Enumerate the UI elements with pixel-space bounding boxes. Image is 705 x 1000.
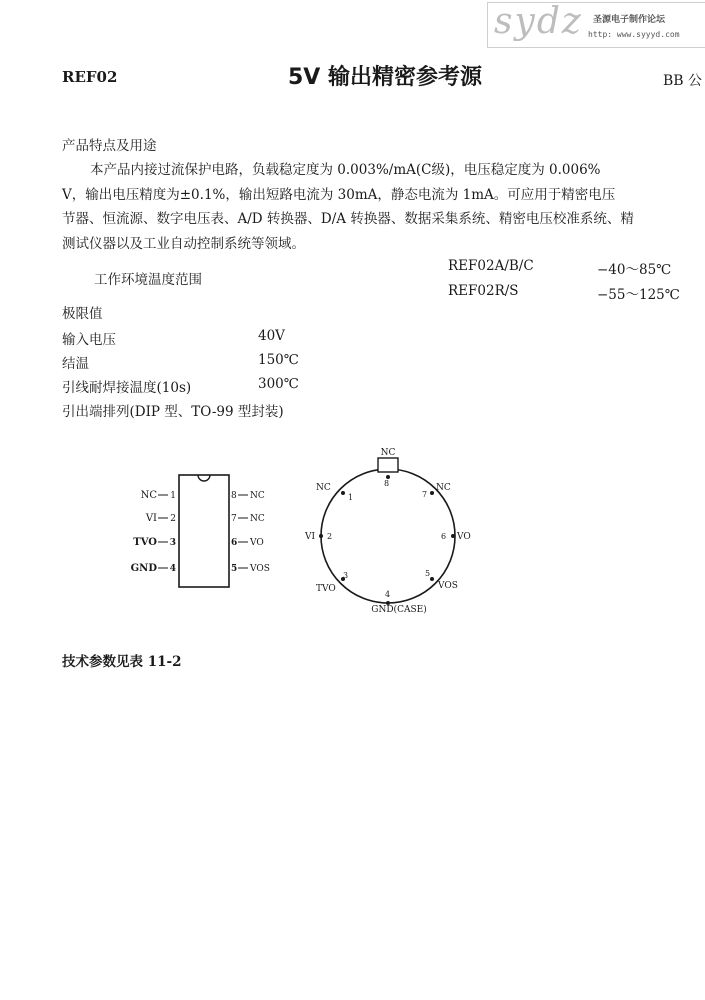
to99-pin-number: 7 — [422, 490, 428, 499]
to99-bottom-label: GND(CASE) — [371, 605, 427, 615]
temperature-range: −55～125℃ — [597, 287, 680, 303]
dip-pin-number: 5 — [231, 564, 238, 574]
dip-pin-number: 6 — [231, 538, 238, 548]
dip-pin-number: 4 — [169, 564, 176, 574]
features-heading: 产品特点及用途 — [62, 138, 157, 154]
to99-pin-number: 2 — [327, 532, 333, 541]
dip-pin-label: VOS — [250, 564, 270, 574]
temperature-range: −40～85℃ — [597, 262, 672, 278]
limit-name: 结温 — [62, 356, 89, 372]
dip-pin-number: 7 — [231, 514, 237, 524]
page-title: 5V 输出精密参考源 — [288, 65, 482, 90]
temperature-label: 工作环境温度范围 — [94, 272, 202, 288]
limits-heading: 极限值 — [62, 306, 103, 322]
to99-pin-label: NC — [436, 483, 451, 493]
to99-tab-label: NC — [380, 448, 396, 458]
features-line: 测试仪器以及工业自动控制系统等领域。 — [62, 235, 305, 252]
to99-pin-number: 6 — [441, 532, 447, 541]
limit-value: 150℃ — [258, 352, 299, 368]
pinout-heading: 引出端排列(DIP 型、TO-99 型封装) — [62, 404, 284, 420]
limit-value: 40V — [258, 328, 285, 344]
limit-name: 输入电压 — [62, 332, 116, 348]
watermark-site-name: 圣源电子制作论坛 — [593, 15, 666, 25]
dip-pin-label: NC — [250, 514, 265, 524]
to99-pin-label: VI — [305, 532, 316, 542]
header-manufacturer: BB 公 — [663, 73, 703, 89]
to99-pin-number: 1 — [348, 493, 354, 502]
dip-pin-label: GND — [130, 563, 157, 574]
dip-pin-label: VO — [250, 538, 264, 548]
to99-pin-number: 5 — [425, 569, 431, 578]
dip-pin-label: TVO — [133, 537, 157, 548]
watermark-logo: sydz — [494, 1, 583, 42]
dip-body — [179, 475, 229, 587]
dip-package-diagram — [131, 475, 270, 587]
dip-pin-number: 3 — [169, 538, 176, 548]
to99-pin-label: VOS — [438, 581, 458, 591]
watermark-url: http: www.syyyd.com — [588, 30, 680, 39]
features-paragraph — [62, 158, 705, 256]
features-line: 节器、恒流源、数字电压表、A/D 转换器、D/A 转换器、数据采集系统、精密电压校准系统、精 — [62, 211, 634, 227]
to99-tab — [378, 458, 398, 472]
features-line: 本产品内接过流保护电路，负载稳定度为 0.003%/mA(C级)，电压稳定度为 0.006% — [90, 162, 601, 178]
to99-pin-number: 3 — [343, 571, 349, 580]
dip-pin-label: NC — [250, 491, 265, 501]
dip-pin-number: 2 — [170, 514, 176, 524]
dip-pin-number: 1 — [170, 491, 176, 501]
to99-pin-number: 8 — [384, 479, 390, 488]
to99-pin-label: TVO — [316, 584, 336, 594]
temperature-model: REF02A/B/C — [448, 258, 534, 274]
watermark — [487, 2, 705, 48]
limit-value: 300℃ — [258, 376, 299, 392]
to99-body — [321, 469, 455, 603]
header-part-number: REF02 — [62, 68, 118, 86]
reference-note: 技术参数见表 11-2 — [62, 654, 182, 670]
to99-pin-label: VO — [457, 532, 471, 542]
features-line: V，输出电压精度为±0.1%，输出短路电流为 30mA，静态电流为 1mA。可应用于精密电压 — [62, 186, 616, 203]
limit-name: 引线耐焊接温度(10s) — [62, 380, 192, 396]
to99-pin-number: 4 — [385, 590, 391, 599]
pinout-diagrams — [0, 430, 705, 630]
to99-pin-label: NC — [316, 483, 331, 493]
to99-package-diagram — [304, 448, 471, 615]
dip-pin-number: 8 — [231, 491, 237, 501]
dip-pin-label: VI — [145, 513, 157, 524]
dip-notch — [198, 475, 210, 481]
dip-pin-label: NC — [140, 490, 157, 501]
temperature-model: REF02R/S — [448, 283, 519, 299]
